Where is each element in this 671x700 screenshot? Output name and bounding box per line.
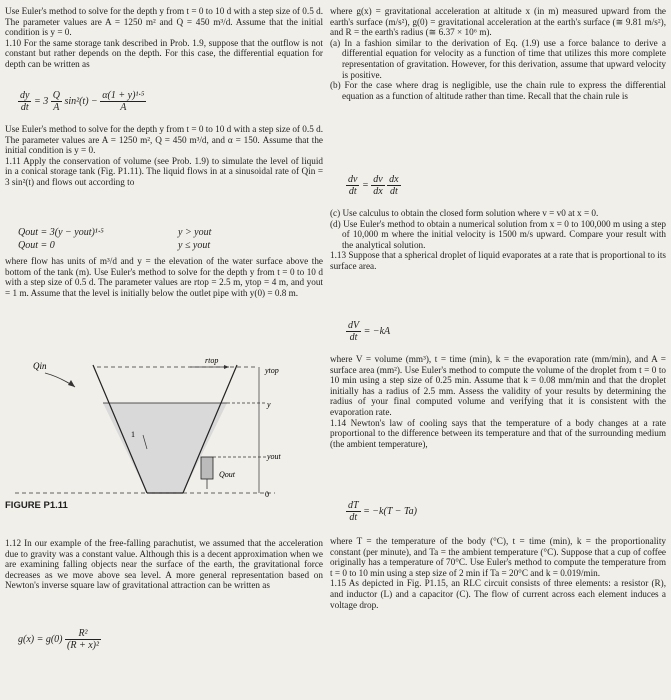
right-column-2	[330, 208, 666, 272]
label-zero: 0	[265, 490, 269, 499]
eq5-den: dt	[349, 332, 358, 343]
label-yout: yout	[267, 452, 281, 461]
water-body	[103, 403, 227, 493]
left-paragraph-3: Use Euler's method to solve for the depth y from t = 0 to 10 d with a step size of 0.5 d. The parameter values are A = 1250 m², Q = 450 m³/d, and α = 150. Assume that the initial condition is y = 0.	[5, 124, 323, 156]
problem-1-14: 1.14 Newton's law of cooling says that the temperature of a body changes at a rate proportional to the difference between its temperature and that of the surrounding medium (the ambient temperature),	[330, 417, 666, 449]
label-rtop: rtop	[205, 356, 219, 365]
figure-caption: FIGURE P1.11	[5, 500, 68, 511]
problem-1-10: 1.10 For the same storage tank described in Prob. 1.9, suppose that the outflow is not constant but rather depends on the depth. For this case, the differential equation for depth can be written as	[5, 37, 323, 69]
problem-1-15: 1.15 As depicted in Fig. P1.15, an RLC circuit consists of three elements: a resistor (R), and inductor (L) and a capacitor (C). The flow of current across each element induces a voltage drop.	[330, 578, 666, 610]
right-paragraph-1: where g(x) = gravitational acceleration at altitude x (in m) measured upward from the earth's surface (m/s²), g(0) = gravitational acceleration at the earth's surface (≅ 9.81 m/s²), and R = the earth's radius (≅ 6.37 × 10⁶ m).	[330, 6, 666, 38]
label-one: 1	[131, 430, 135, 439]
label-qout: Qout	[219, 470, 235, 479]
eq1-lhs-den: dt	[20, 102, 29, 113]
eq1-mid: = 3	[33, 95, 49, 107]
eq1-r-num: α(1 + y)¹·⁵	[102, 90, 145, 101]
equation-outflow-2	[18, 240, 228, 251]
outlet-pipe	[201, 457, 213, 479]
right-column-4	[330, 536, 666, 610]
left-paragraph-1: Use Euler's method to solve for the depth y from t = 0 to 10 d with a step size of 0.5 d. The parameter values are A = 1250 m² and Q = 450 m³/d. Assume that the initial condition is y = 0.	[5, 6, 323, 38]
eq3-num: R²	[65, 628, 101, 640]
eq6-rhs: = −k(T − Ta)	[363, 505, 417, 517]
eq2a-right: y > yout	[178, 227, 212, 238]
equation-chain-rule	[346, 174, 401, 197]
eq1-q-num: Q	[52, 90, 60, 101]
eq3-lhs: g(x) = g(0)	[18, 633, 63, 645]
equation-gravity	[18, 628, 101, 651]
problem-1-12: 1.12 In our example of the free-falling parachutist, we assumed that the acceleration due to gravity was a constant value. Although this is a decent approximation when we are examining falling objects near the surface of the earth, the gravitational force decreases as we move above sea level. A more general representation based on Newton's inverse square law of gravitational attraction can be written as	[5, 538, 323, 591]
part-d: (d) Use Euler's method to obtain a numerical solution from x = 0 to 100,000 m using a step of 10,000 m where the initial velocity is 1500 m/s upward. Compare your result with the analytical solution.	[330, 218, 666, 250]
eq2a-left: Qout = 3(y − yout)¹·⁵	[18, 227, 104, 238]
eq1-sin: sin²(t) −	[64, 95, 98, 107]
right-column-3	[330, 354, 666, 449]
equation-depth-ode	[18, 90, 146, 113]
eq4-b-den: dx	[373, 186, 383, 197]
part-b: (b) For the case where drag is negligible, use the chain rule to express the differential equation as a function of altitude rather than time. Recall that the chain rule is	[330, 80, 666, 101]
eq4-c-den: dt	[389, 186, 398, 197]
label-qin: Qin	[33, 361, 47, 371]
label-y: y	[267, 400, 271, 409]
inflow-arrowhead	[68, 380, 75, 387]
eq5-rhs: = −kA	[363, 325, 391, 337]
right-paragraph-14: where V = volume (mm³), t = time (min), k = the evaporation rate (mm/min), and A = surface area (mm²). Use Euler's method to compute the volume of the droplet from t = 0 to 10 min using a step size of 0.25 min. Assume that k = 0.08 mm/min and that the droplet initially has a radius of 2.5 mm. Assess the validity of your results by determining the radius of your final computed volume and verifying that it is consistent with the evaporation rate.	[330, 354, 666, 417]
eq4-b-num: dv	[373, 174, 383, 185]
left-column-2	[5, 124, 323, 188]
eq1-lhs-num: dy	[20, 90, 30, 101]
part-c: (c) Use calculus to obtain the closed form solution where v = v0 at x = 0.	[330, 208, 599, 218]
label-ytop: ytop	[265, 366, 279, 375]
left-column-3	[5, 256, 323, 298]
left-paragraph-5: where flow has units of m³/d and y = the elevation of the water surface above the bottom of the tank (m). Use Euler's method to solve for the depth y from t = 0 to 10 d with a step size of 0.5 d. The parameter values are rtop = 2.5 m, ytop = 4 m, and yout = 1 m. Assume that the level is initially below the outlet pipe with y(0) = 0.8 m.	[5, 256, 323, 298]
left-column-4	[5, 538, 323, 591]
eq4-a-den: dt	[348, 186, 357, 197]
eq2b-left: Qout = 0	[18, 240, 55, 251]
figure-conical-tank	[5, 355, 321, 505]
part-a: (a) In a fashion similar to the derivation of Eq. (1.9) use a force balance to derive a differential equation for velocity as a function of time that utilizes this more complete representation of gravitation. However, for this derivation, assume that upward velocity is positive.	[330, 37, 666, 80]
eq6-num: dT	[348, 500, 359, 511]
right-paragraph-16: where T = the temperature of the body (°C), t = time (min), k = the proportionality constant (per minute), and Ta = the ambient temperature (°C). Suppose that a cup of coffee originally has a temperature of 70°C. Use Euler's method to compute the temperature from t = 0 to 10 min using a step size of 2 min if Ta = 20°C and k = 0.019/min.	[330, 536, 666, 578]
eq5-num: dV	[348, 320, 360, 331]
equation-outflow-1	[18, 227, 228, 238]
eq3-den: (R + x)²	[67, 640, 99, 651]
equation-cooling	[346, 500, 417, 523]
eq1-r-den: A	[120, 102, 127, 113]
eq1-q-den: A	[53, 102, 60, 113]
left-column	[5, 6, 323, 70]
eq4-c-num: dx	[389, 174, 399, 185]
eq2b-right: y ≤ yout	[178, 240, 211, 251]
problem-1-11: 1.11 Apply the conservation of volume (see Prob. 1.9) to simulate the level of liquid in a conical storage tank (Fig. P1.11). The liquid flows in at a sinusoidal rate of Qin = 3 sin²(t) and flows out according to	[5, 155, 323, 187]
rtop-arrowhead	[224, 365, 229, 369]
problem-1-13: 1.13 Suppose that a spherical droplet of liquid evaporates at a rate that is proportional to its surface area.	[330, 250, 666, 271]
right-column	[330, 6, 666, 101]
eq4-eq: =	[361, 179, 369, 191]
eq4-a-num: dv	[348, 174, 358, 185]
equation-evaporation	[346, 320, 390, 343]
eq6-den: dt	[349, 512, 358, 523]
